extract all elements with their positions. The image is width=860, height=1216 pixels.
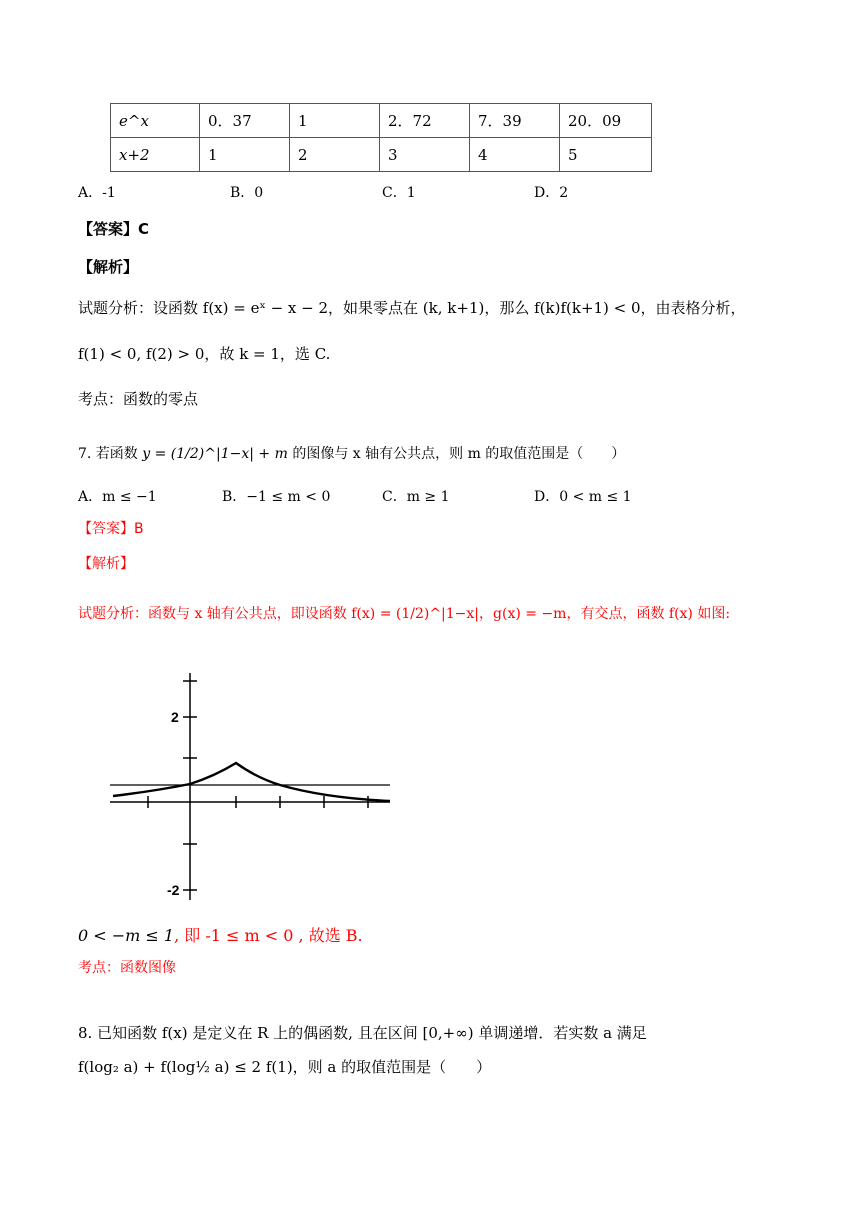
q7-analysis-tag: 【解析】: [78, 556, 134, 572]
q7-stem-prefix: 7. 若函数: [78, 446, 143, 462]
q6-option-c: C．1: [382, 185, 416, 201]
q6-option-b: B．0: [230, 185, 264, 201]
q7-conclusion-math: 0 < −m ≤ 1: [78, 926, 175, 945]
table-cell: 1: [290, 104, 380, 138]
q6-point: 考点：函数的零点: [78, 390, 199, 408]
q7-conclusion-text: , 即 -1 ≤ m < 0 , 故选 B.: [174, 926, 363, 945]
y-tick-label: -2: [167, 882, 180, 898]
q6-option-a: A．-1: [78, 185, 116, 201]
q7-point: 考点：函数图像: [78, 960, 176, 976]
q7-option-c: C．m ≥ 1: [382, 489, 450, 505]
q7-stem-formula: y = (1/2)^|1−x| + m: [142, 446, 288, 462]
q7-option-b: B．−1 ≤ m < 0: [222, 489, 331, 505]
table-cell: 4: [470, 138, 560, 172]
function-graph: [105, 668, 395, 903]
table-cell: 5: [560, 138, 652, 172]
curve-f: [113, 763, 390, 801]
table-cell: 2: [290, 138, 380, 172]
y-tick-label: 2: [171, 709, 179, 725]
q7-answer: 【答案】B: [78, 521, 144, 537]
table-cell: 1: [200, 138, 290, 172]
table-row: [111, 104, 652, 138]
table-cell: 0．37: [200, 104, 290, 138]
value-table: [110, 103, 652, 172]
table-cell: 7．39: [470, 104, 560, 138]
q6-answer: 【答案】C: [78, 220, 150, 238]
table-cell: 20．09: [560, 104, 652, 138]
q7-conclusion: [78, 923, 363, 946]
table-row: [111, 138, 652, 172]
q8-stem-line1: 8. 已知函数 f(x) 是定义在 R 上的偶函数, 且在区间 [0,+∞) 单调递增．若实数 a 满足: [78, 1024, 647, 1042]
table-cell: 3: [380, 138, 470, 172]
q6-option-d: D．2: [534, 185, 569, 201]
q7-stem: [78, 443, 625, 463]
q7-option-d: D．0 < m ≤ 1: [534, 489, 632, 505]
table-cell: 2．72: [380, 104, 470, 138]
q7-option-a: A．m ≤ −1: [78, 489, 157, 505]
table-cell: x+2: [111, 138, 200, 172]
table-cell: e^x: [111, 104, 200, 138]
q7-analysis-line1: 试题分析：函数与 x 轴有公共点，即设函数 f(x) = (1/2)^|1−x|，g(x) = −m，有交点，函数 f(x) 如图:: [78, 606, 731, 622]
q6-analysis-line2: f(1) < 0, f(2) > 0，故 k = 1，选 C.: [78, 345, 331, 363]
q6-analysis-line1: 试题分析：设函数 f(x) = eˣ − x − 2，如果零点在 (k, k+1)，那么 f(k)f(k+1) < 0，由表格分析，: [78, 299, 746, 317]
q6-analysis-tag: 【解析】: [78, 258, 139, 276]
q7-stem-suffix: 的图像与 x 轴有公共点，则 m 的取值范围是（ ）: [287, 446, 626, 462]
q8-stem-line2: f(log₂ a) + f(log½ a) ≤ 2 f(1)，则 a 的取值范围是（ ）: [78, 1058, 492, 1076]
